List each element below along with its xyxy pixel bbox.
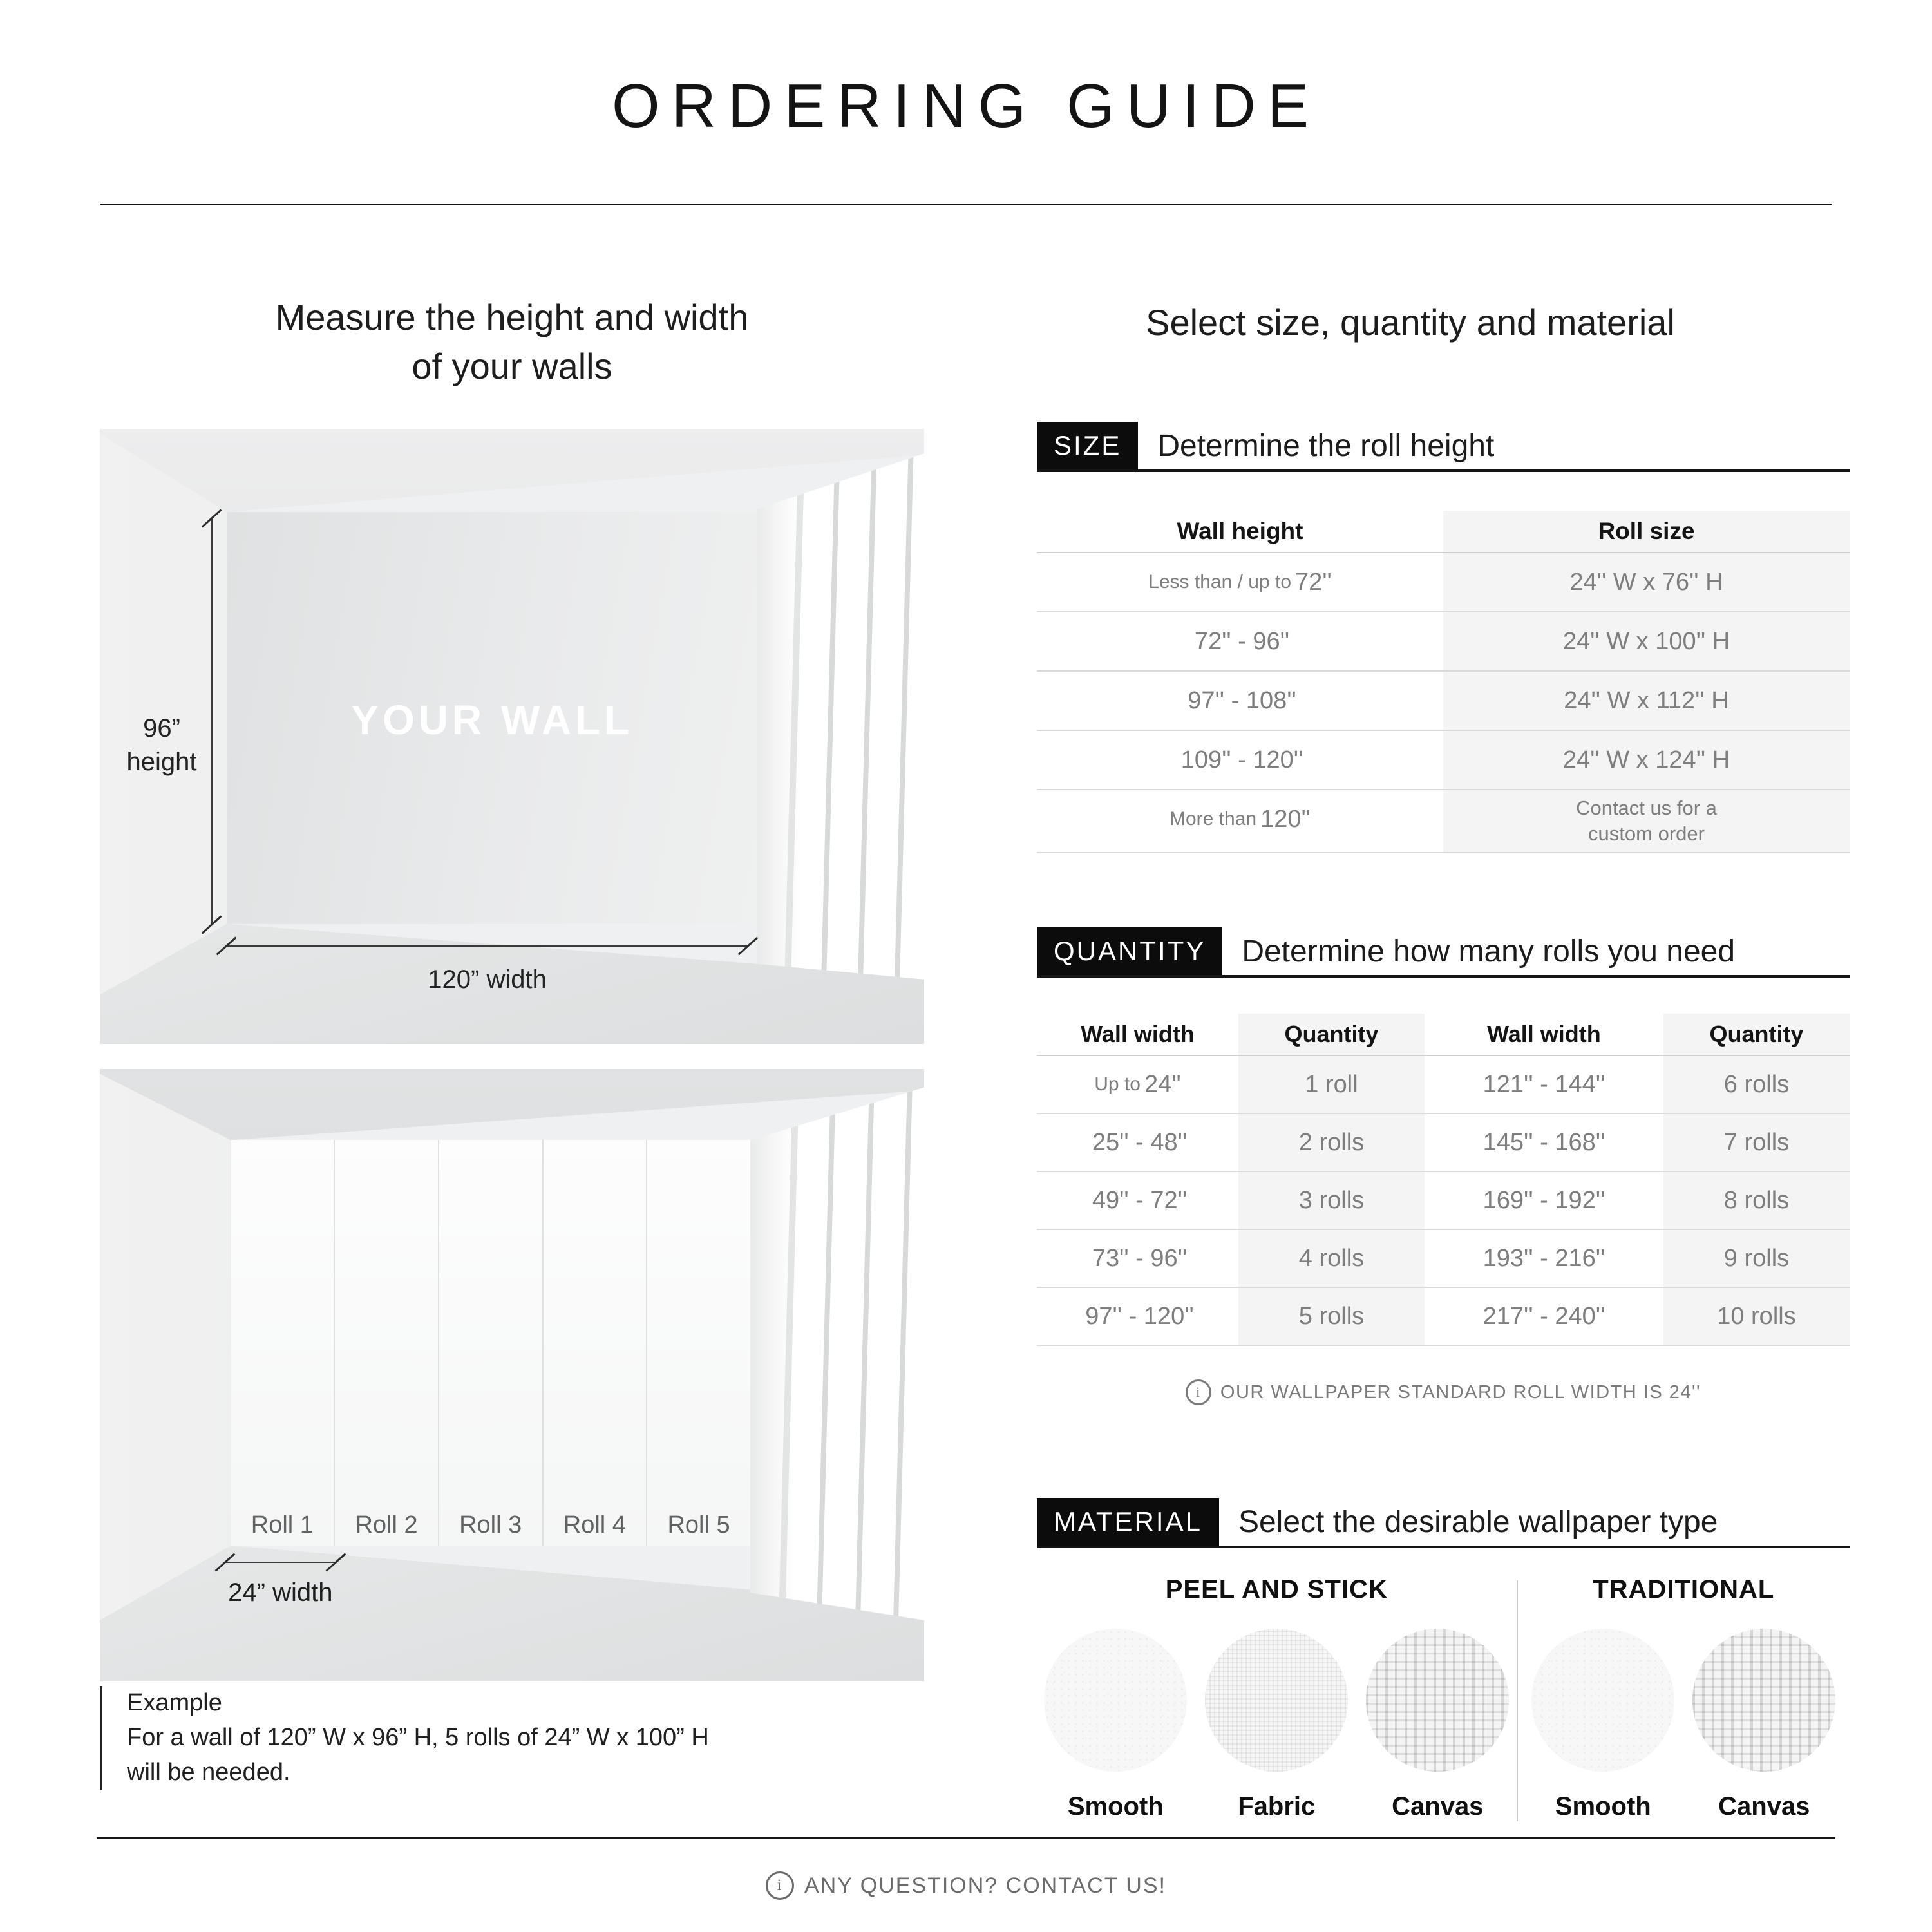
roll-label: Roll 2 bbox=[355, 1511, 418, 1539]
width-measure-line bbox=[227, 945, 748, 947]
room-illustration-measure bbox=[100, 429, 924, 1044]
size-table-header-row bbox=[1037, 511, 1850, 553]
roll-label: Roll 5 bbox=[667, 1511, 730, 1539]
cell-value: 73'' - 96'' bbox=[1092, 1244, 1188, 1272]
window-jamb bbox=[777, 1069, 799, 1681]
quantity-section bbox=[1037, 927, 1850, 1346]
group-title: PEEL AND STICK bbox=[1165, 1575, 1388, 1604]
cell-value: 97'' - 120'' bbox=[1085, 1302, 1194, 1330]
roll-size-cell: 24'' W x 112'' H bbox=[1443, 672, 1850, 730]
cell-prefix: Up to bbox=[1094, 1074, 1141, 1095]
room-illustration-rolls bbox=[100, 1069, 924, 1681]
swatch-label: Smooth bbox=[1555, 1792, 1651, 1821]
window-jamb bbox=[783, 429, 806, 1044]
footer-text: ANY QUESTION? CONTACT US! bbox=[804, 1873, 1166, 1898]
wall-width-cell: 121'' - 144'' bbox=[1482, 1070, 1605, 1098]
height-measure-line bbox=[211, 518, 213, 924]
footer bbox=[0, 1871, 1932, 1900]
roll-label: Roll 4 bbox=[563, 1511, 626, 1539]
page-title: ORDERING GUIDE bbox=[611, 71, 1321, 140]
roll-size-cell: 24'' W x 100'' H bbox=[1443, 612, 1850, 670]
size-table-row bbox=[1037, 672, 1850, 731]
cell-value: 49'' - 72'' bbox=[1092, 1186, 1188, 1214]
roll-width-note bbox=[1037, 1379, 1850, 1405]
quantity-cell: 2 rolls bbox=[1238, 1114, 1425, 1171]
quantity-cell: 9 rolls bbox=[1663, 1230, 1850, 1287]
your-wall-label: YOUR WALL bbox=[351, 697, 634, 744]
qty-col-header: Quantity bbox=[1238, 1014, 1425, 1055]
window-mullion bbox=[820, 429, 841, 1044]
roll-panel bbox=[542, 1140, 647, 1546]
material-subtitle: Select the desirable wallpaper type bbox=[1238, 1504, 1718, 1539]
roll-width-measure-line bbox=[225, 1562, 336, 1563]
roll-panel bbox=[334, 1140, 438, 1546]
window-mullion bbox=[815, 1069, 837, 1681]
quantity-table-header-row bbox=[1037, 1014, 1850, 1056]
swatch-label: Smooth bbox=[1067, 1792, 1164, 1821]
size-subtitle: Determine the roll height bbox=[1157, 428, 1495, 463]
quantity-cell: 1 roll bbox=[1238, 1056, 1425, 1113]
left-heading-line2: of your walls bbox=[412, 345, 612, 386]
quantity-cell: 4 rolls bbox=[1238, 1230, 1425, 1287]
example-line2: will be needed. bbox=[127, 1758, 290, 1786]
roll-size-cell: 24'' W x 76'' H bbox=[1443, 553, 1850, 611]
smooth-texture-swatch bbox=[1044, 1629, 1187, 1772]
material-group-traditional bbox=[1518, 1575, 1850, 1821]
example-title: Example bbox=[127, 1689, 222, 1716]
quantity-table-row bbox=[1037, 1230, 1850, 1288]
swatch-label: Fabric bbox=[1238, 1792, 1316, 1821]
quantity-subtitle: Determine how many rolls you need bbox=[1242, 934, 1736, 969]
room-window bbox=[750, 1069, 924, 1681]
quantity-section-header bbox=[1037, 927, 1850, 978]
swatch-item bbox=[1205, 1629, 1348, 1821]
window-mullion bbox=[856, 429, 877, 1044]
wall-height-cell bbox=[1037, 553, 1443, 611]
contact-line1: Contact us for a bbox=[1576, 796, 1717, 819]
quantity-cell: 7 rolls bbox=[1663, 1114, 1850, 1171]
material-section bbox=[1037, 1498, 1850, 1821]
wall-width-cell bbox=[1037, 1114, 1238, 1171]
roll-size-cell bbox=[1443, 790, 1850, 852]
size-col-wall-height: Wall height bbox=[1177, 518, 1303, 544]
size-badge: SIZE bbox=[1037, 422, 1138, 469]
footer-divider bbox=[97, 1837, 1835, 1839]
wall-width-label: 120” width bbox=[428, 965, 547, 994]
size-section-header bbox=[1037, 422, 1850, 472]
room-window bbox=[757, 429, 924, 1044]
roll-width-label: 24” width bbox=[228, 1578, 333, 1607]
swatch-label: Canvas bbox=[1392, 1792, 1484, 1821]
window-mullion bbox=[892, 1069, 913, 1681]
example-block bbox=[100, 1686, 964, 1790]
qty-col-header: Wall width bbox=[1081, 1021, 1195, 1047]
info-icon: i bbox=[1186, 1379, 1211, 1405]
group-title: TRADITIONAL bbox=[1593, 1575, 1775, 1604]
swatch-item bbox=[1044, 1629, 1187, 1821]
smooth-texture-swatch bbox=[1531, 1629, 1674, 1772]
material-section-header bbox=[1037, 1498, 1850, 1548]
quantity-cell: 6 rolls bbox=[1663, 1056, 1850, 1113]
size-table bbox=[1037, 511, 1850, 853]
left-section-heading bbox=[100, 293, 924, 390]
swatch-row bbox=[1037, 1629, 1517, 1821]
note-text: OUR WALLPAPER STANDARD ROLL WIDTH IS 24'' bbox=[1220, 1381, 1701, 1403]
size-section bbox=[1037, 422, 1850, 853]
wall-height-cell bbox=[1037, 612, 1443, 670]
size-table-row bbox=[1037, 612, 1850, 672]
window-mullion bbox=[853, 1069, 875, 1681]
material-groups bbox=[1037, 1575, 1850, 1821]
roll-label: Roll 3 bbox=[459, 1511, 522, 1539]
size-col-roll-size: Roll size bbox=[1443, 511, 1850, 552]
wall-height-cell bbox=[1037, 731, 1443, 789]
material-badge: MATERIAL bbox=[1037, 1498, 1219, 1546]
qty-col-header: Wall width bbox=[1487, 1021, 1601, 1047]
cell-value: 72'' bbox=[1295, 568, 1332, 596]
swatch-item bbox=[1531, 1629, 1674, 1821]
wall-width-cell: 145'' - 168'' bbox=[1482, 1128, 1605, 1156]
quantity-cell: 8 rolls bbox=[1663, 1172, 1850, 1229]
quantity-table-row bbox=[1037, 1056, 1850, 1114]
left-heading-line1: Measure the height and width bbox=[275, 297, 749, 337]
size-table-row bbox=[1037, 553, 1850, 612]
quantity-cell: 10 rolls bbox=[1663, 1288, 1850, 1345]
cell-prefix: More than bbox=[1170, 808, 1257, 829]
swatch-item bbox=[1692, 1629, 1835, 1821]
wall-width-cell bbox=[1037, 1172, 1238, 1229]
canvas-texture-swatch bbox=[1366, 1629, 1509, 1772]
swatch-label: Canvas bbox=[1718, 1792, 1810, 1821]
roll-label: Roll 1 bbox=[251, 1511, 314, 1539]
cell-value: 72'' - 96'' bbox=[1194, 627, 1290, 655]
window-mullion bbox=[893, 429, 914, 1044]
qty-col-header: Quantity bbox=[1663, 1014, 1850, 1055]
quantity-table-row bbox=[1037, 1114, 1850, 1172]
size-table-row bbox=[1037, 731, 1850, 790]
cell-prefix: Less than / up to bbox=[1148, 571, 1292, 592]
wall-height-cell bbox=[1037, 672, 1443, 730]
contact-line2: custom order bbox=[1588, 822, 1705, 845]
swatch-row bbox=[1518, 1629, 1850, 1821]
info-icon: i bbox=[766, 1871, 794, 1900]
cell-value: 109'' - 120'' bbox=[1180, 746, 1303, 773]
cell-value: 25'' - 48'' bbox=[1092, 1128, 1188, 1156]
wall-height-cell bbox=[1037, 790, 1443, 848]
wall-width-cell bbox=[1037, 1230, 1238, 1287]
wall-height-word: height bbox=[126, 748, 197, 777]
wall-width-cell: 217'' - 240'' bbox=[1482, 1302, 1605, 1330]
cell-value: 24'' bbox=[1144, 1070, 1181, 1098]
roll-panel bbox=[231, 1140, 334, 1546]
right-section-heading: Select size, quantity and material bbox=[1146, 302, 1675, 343]
fabric-texture-swatch bbox=[1205, 1629, 1348, 1772]
roll-panel bbox=[438, 1140, 542, 1546]
quantity-badge: QUANTITY bbox=[1037, 927, 1222, 975]
wall-height-label bbox=[112, 712, 211, 779]
swatch-item bbox=[1366, 1629, 1509, 1821]
wall-width-cell: 169'' - 192'' bbox=[1482, 1186, 1605, 1214]
size-table-row bbox=[1037, 790, 1850, 853]
quantity-table bbox=[1037, 1014, 1850, 1346]
cell-value: 97'' - 108'' bbox=[1188, 687, 1296, 714]
wall-width-cell: 193'' - 216'' bbox=[1482, 1244, 1605, 1272]
roll-panel bbox=[646, 1140, 750, 1546]
roll-size-cell: 24'' W x 124'' H bbox=[1443, 731, 1850, 789]
wall-width-cell bbox=[1037, 1288, 1238, 1345]
wallpaper-roll-panels bbox=[231, 1140, 750, 1546]
cell-value: 120'' bbox=[1260, 805, 1311, 833]
title-divider bbox=[100, 204, 1832, 205]
quantity-cell: 5 rolls bbox=[1238, 1288, 1425, 1345]
example-line1: For a wall of 120” W x 96” H, 5 rolls of 24” W x 100” H bbox=[127, 1723, 709, 1751]
material-group-peel-and-stick bbox=[1037, 1575, 1517, 1821]
wall-height-value: 96” bbox=[143, 714, 180, 743]
quantity-table-row bbox=[1037, 1288, 1850, 1346]
measure-tick-icon bbox=[738, 937, 759, 956]
quantity-table-row bbox=[1037, 1172, 1850, 1230]
canvas-texture-swatch bbox=[1692, 1629, 1835, 1772]
wall-width-cell bbox=[1037, 1056, 1238, 1113]
quantity-cell: 3 rolls bbox=[1238, 1172, 1425, 1229]
